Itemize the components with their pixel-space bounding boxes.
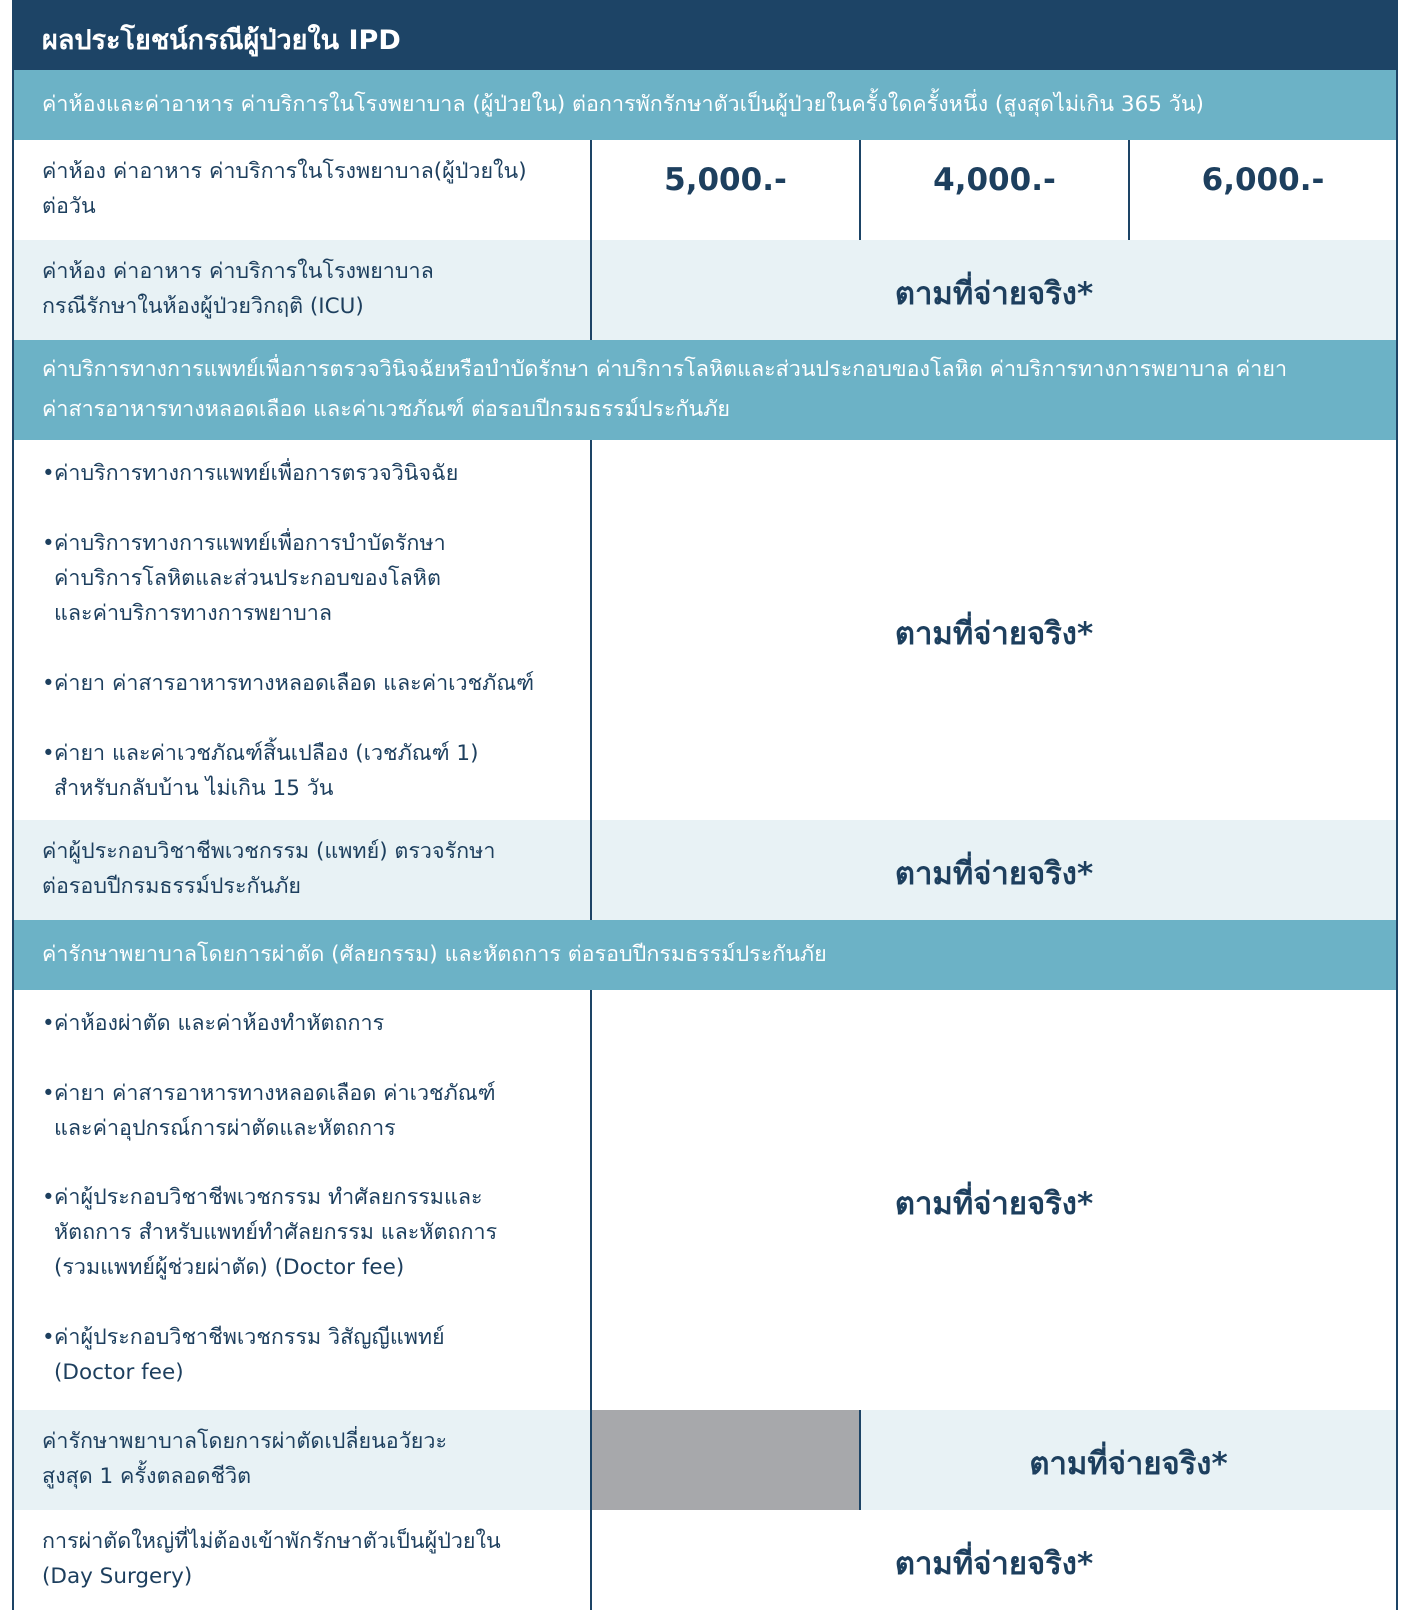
label-line: ต่อวัน <box>42 194 96 219</box>
row-doctor-visit <box>14 820 1396 920</box>
plan-2-value: 4,000.- <box>933 162 1056 198</box>
section-line: ค่าบริการทางการแพทย์เพื่อการตรวจวินิจฉัยหรือบำบัดรักษา ค่าบริการโลหิตและส่วนประกอบของโลหิต ค่าบริการทางการพยาบาล ค่ายา <box>42 357 1288 382</box>
organ-transplant-value: ตามที่จ่ายจริง* <box>1029 1446 1228 1482</box>
section-title-medical <box>42 350 1376 430</box>
doctor-visit-value: ตามที่จ่ายจริง* <box>894 856 1094 892</box>
column-divider <box>590 1410 592 1510</box>
section-header-surgery <box>14 920 1396 990</box>
label-line: ค่าห้อง ค่าอาหาร ค่าบริการในโรงพยาบาล <box>42 259 434 284</box>
row-label-organ-transplant <box>42 1424 582 1494</box>
label-line: ต่อรอบปีกรมธรรม์ประกันภัย <box>42 874 301 899</box>
row-medical-items: • ค่าบริการทางการแพทย์เพื่อการตรวจวินิจฉัย • ค่าบริการทางการแพทย์เพื่อการบำบัดรักษา ค่าบริการโลหิตและส่วนประกอบของโลหิต และค่าบริการทางการพยาบาล • ค่ายา ค่าสารอาหารทางหลอดเลือด และค่าเวชภัณฑ์ • ค่ายา และค่าเวชภัณฑ์สิ้นเปลือง (เวชภัณฑ์ 1) สำหรับกลับบ้าน ไม่เกิน 15 วัน ตามที่จ่ายจริง* <box>14 440 1396 820</box>
plan-1-value: 5,000.- <box>664 162 787 198</box>
label-line: (Day Surgery) <box>42 1564 193 1589</box>
surgery-value: ตามที่จ่ายจริง* <box>894 1186 1094 1222</box>
ipd-benefits-table <box>12 0 1398 1610</box>
plan-3-value: 6,000.- <box>1201 162 1325 198</box>
label-line: ค่ารักษาพยาบาลโดยการผ่าตัดเปลี่ยนอวัยวะ <box>42 1429 448 1454</box>
label-line: สูงสุด 1 ครั้งตลอดชีวิต <box>42 1464 252 1489</box>
row-surgery-items: • ค่าห้องผ่าตัด และค่าห้องทำหัตถการ • ค่ายา ค่าสารอาหารทางหลอดเลือด ค่าเวชภัณฑ์ และค่าอุปกรณ์การผ่าตัดและหัตถการ • ค่าผู้ประกอบวิชาชีพเวชกรรม ทำศัลยกรรมและ หัตถการ สำหรับแพทย์ทำศัลยกรรม และหัตถการ (รวมแพทย์ผู้ช่วยผ่าตัด) (Doctor fee) • ค่าผู้ประกอบวิชาชีพเวชกรรม วิสัญญีแพทย์ (Doctor fee) ตามที่จ่ายจริง* <box>14 990 1396 1410</box>
row-label-day-surgery <box>42 1524 582 1594</box>
section-title-room: ค่าห้องและค่าอาหาร ค่าบริการในโรงพยาบาล (ผู้ป่วยใน) ต่อการพักรักษาตัวเป็นผู้ป่วยในครั้งใดครั้งหนึ่ง (สูงสุดไม่เกิน 365 วัน) <box>42 92 1204 117</box>
table-title-bar <box>14 0 1396 70</box>
label-line: ค่าห้อง ค่าอาหาร ค่าบริการในโรงพยาบาล(ผู้ป่วยใน) <box>42 159 527 184</box>
medical-value: ตามที่จ่ายจริง* <box>894 616 1094 652</box>
day-surgery-value: ตามที่จ่ายจริง* <box>894 1546 1094 1582</box>
section-line: ค่าสารอาหารทางหลอดเลือด และค่าเวชภัณฑ์ ต่อรอบปีกรมธรรม์ประกันภัย <box>42 397 731 422</box>
row-label-room-daily <box>42 154 582 224</box>
row-day-surgery <box>14 1510 1396 1610</box>
page-title: ผลประโยชน์กรณีผู้ป่วยใน IPD <box>42 25 401 56</box>
row-room-icu <box>14 240 1396 340</box>
label-line: กรณีรักษาในห้องผู้ป่วยวิกฤติ (ICU) <box>42 294 364 319</box>
not-covered-cell <box>592 1410 859 1510</box>
label-line: ค่าผู้ประกอบวิชาชีพเวชกรรม (แพทย์) ตรวจรักษา <box>42 839 496 864</box>
row-room-daily <box>14 140 1396 240</box>
row-organ-transplant <box>14 1410 1396 1510</box>
section-title-surgery: ค่ารักษาพยาบาลโดยการผ่าตัด (ศัลยกรรม) และหัตถการ ต่อรอบปีกรมธรรม์ประกันภัย <box>42 942 827 967</box>
row-label-room-icu <box>42 254 582 324</box>
label-line: การผ่าตัดใหญ่ที่ไม่ต้องเข้าพักรักษาตัวเป็นผู้ป่วยใน <box>42 1529 501 1554</box>
section-header-medical <box>14 340 1396 440</box>
section-header-room <box>14 70 1396 140</box>
icu-value: ตามที่จ่ายจริง* <box>894 276 1094 312</box>
row-label-doctor-visit <box>42 834 582 904</box>
